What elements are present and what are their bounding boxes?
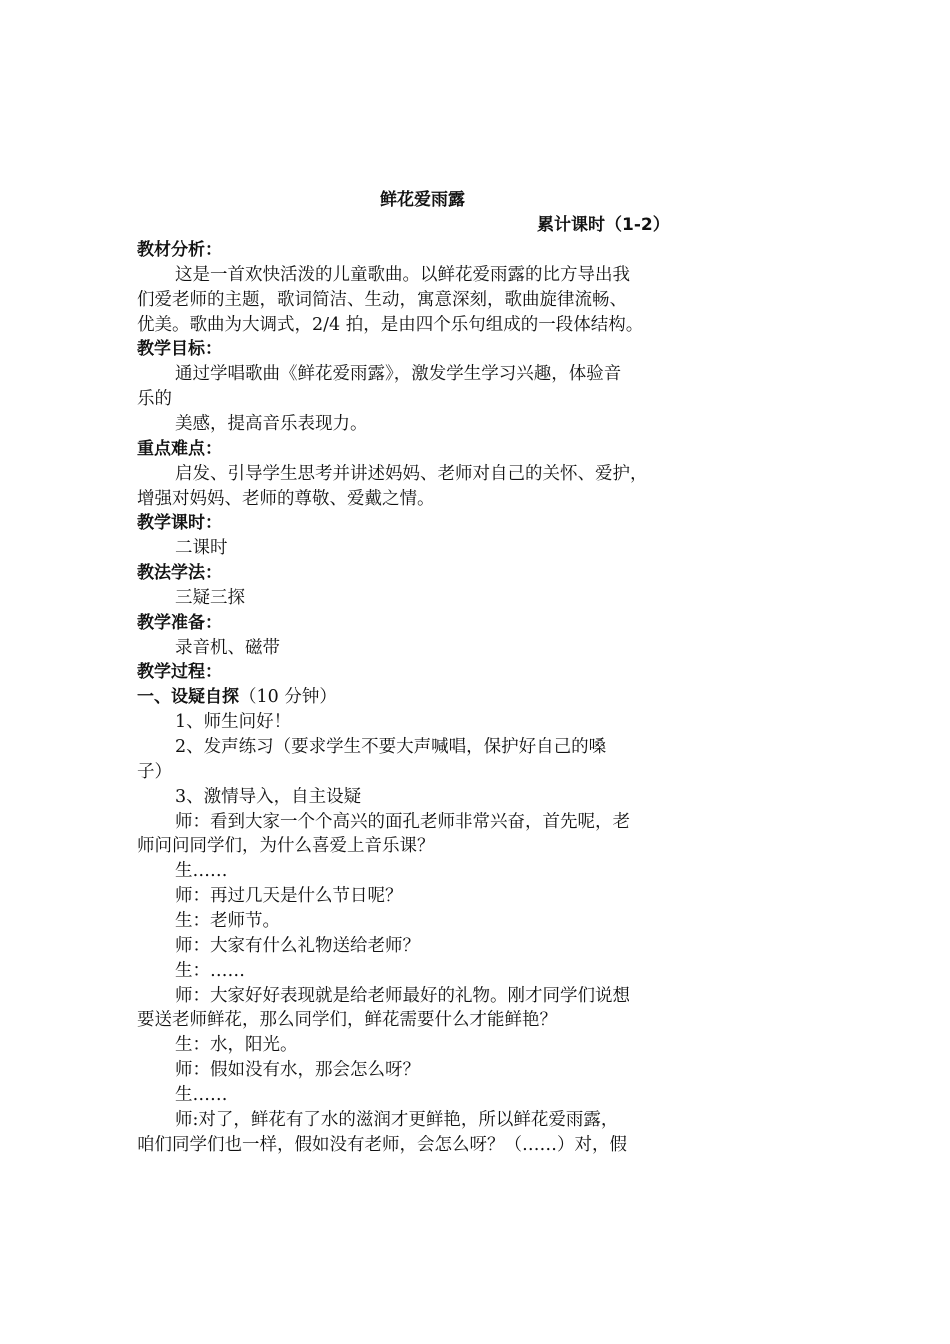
body-line-text: 1、师生问好！ <box>175 712 292 733</box>
body-line <box>175 737 606 757</box>
section-heading <box>137 513 222 533</box>
section-heading-text: 一、设疑自探 <box>137 687 239 708</box>
body-line-text: 乐的 <box>137 389 172 410</box>
section-heading-text: 教学课时： <box>137 513 222 534</box>
body-line-text: 生：水，阳光。 <box>175 1035 298 1056</box>
section-heading <box>137 439 222 459</box>
section-heading-text: 重点难点： <box>137 438 222 459</box>
body-line <box>137 836 435 856</box>
section-heading-text: 教学准备： <box>137 612 222 633</box>
body-line <box>137 389 172 409</box>
body-line <box>137 1135 627 1155</box>
body-line-text: 生：…… <box>175 960 245 981</box>
section-heading-text: 教学过程： <box>137 662 222 683</box>
body-line-text: 启发、引导学生思考并讲述妈妈、老师对自己的关怀、爱护， <box>175 463 648 484</box>
cumulative-hours: 累计课时（1-2） <box>537 215 670 235</box>
body-line-text: 录音机、磁带 <box>175 637 280 658</box>
body-line <box>175 538 228 558</box>
body-line-text: 师：大家好好表现就是给老师最好的礼物。刚才同学们说想 <box>175 985 630 1006</box>
section-heading-text: 教学目标： <box>137 339 222 360</box>
body-line <box>175 812 630 832</box>
body-line-text: 三疑三探 <box>175 587 245 608</box>
body-line <box>175 638 280 658</box>
body-line <box>175 861 228 881</box>
body-line <box>175 936 420 956</box>
body-line-text: 3、激情导入，自主设疑 <box>175 786 362 807</box>
body-line <box>175 712 291 732</box>
body-line-text: 增强对妈妈、老师的尊敬、爱戴之情。 <box>137 488 435 509</box>
body-line-text: 要送老师鲜花，那么同学们，鲜花需要什么才能鲜艳？ <box>137 1010 557 1031</box>
body-line <box>175 1035 298 1055</box>
body-line-text: 二课时 <box>175 538 228 559</box>
body-line-text: 师：再过几天是什么节日呢？ <box>175 886 403 907</box>
body-line <box>175 588 245 608</box>
body-line <box>175 961 245 981</box>
body-line <box>175 265 630 285</box>
body-line-text: 们爱老师的主题，歌词简洁、生动，寓意深刻，歌曲旋律流畅、 <box>137 289 627 310</box>
body-line-text: 师：假如没有水，那会怎么呀？ <box>175 1060 420 1081</box>
body-line-text: 师：大家有什么礼物送给老师？ <box>175 935 420 956</box>
body-line <box>175 787 361 807</box>
body-line <box>175 986 630 1006</box>
body-line-text: 生：老师节。 <box>175 910 280 931</box>
section-heading <box>137 563 222 583</box>
body-line <box>137 489 435 509</box>
section-heading <box>137 613 222 633</box>
body-line <box>175 1085 228 1105</box>
section-heading <box>137 687 337 707</box>
body-line-text: 这是一首欢快活泼的儿童歌曲。以鲜花爱雨露的比方导出我 <box>175 264 630 285</box>
body-line <box>137 290 627 310</box>
body-line-text: 2、发声练习（要求学生不要大声喊唱，保护好自己的嗓 <box>175 737 607 757</box>
body-line-text: 通过学唱歌曲《鲜花爱雨露》，激发学生学习兴趣，体验音 <box>175 364 622 385</box>
body-line-text: 师：看到大家一个个高兴的面孔老师非常兴奋，首先呢，老 <box>175 811 630 832</box>
body-line-text: 师:对了，鲜花有了水的滋润才更鲜艳，所以鲜花爱雨露， <box>175 1109 619 1130</box>
section-heading <box>137 240 222 260</box>
body-line <box>175 1060 420 1080</box>
section-heading <box>137 662 222 682</box>
body-line <box>175 364 621 384</box>
body-line <box>175 414 368 434</box>
section-heading-text: 教法学法： <box>137 563 222 584</box>
body-line-text: 生…… <box>175 861 228 882</box>
body-line-text: 师问问同学们，为什么喜爱上音乐课？ <box>137 836 435 857</box>
section-heading <box>137 339 222 359</box>
body-line <box>175 1110 618 1130</box>
body-line-text: 生…… <box>175 1084 228 1105</box>
body-line <box>137 762 172 782</box>
body-line <box>137 1010 557 1030</box>
section-heading-text: 教材分析： <box>137 240 222 260</box>
body-line-text: 优美。歌曲为大调式，2/4 拍，是由四个乐句组成的一段体结构。 <box>137 314 644 335</box>
body-line-text: 咱们同学们也一样，假如没有老师，会怎么呀？（……）对，假 <box>137 1134 627 1155</box>
body-line <box>175 464 648 484</box>
section-heading-suffix: （10 分钟） <box>239 687 337 708</box>
document-title: 鲜花爱雨露 <box>380 190 465 210</box>
body-line <box>175 911 280 931</box>
body-line <box>137 315 643 335</box>
body-line <box>175 886 403 906</box>
body-line-text: 子） <box>137 761 172 782</box>
body-line-text: 美感，提高音乐表现力。 <box>175 413 368 434</box>
